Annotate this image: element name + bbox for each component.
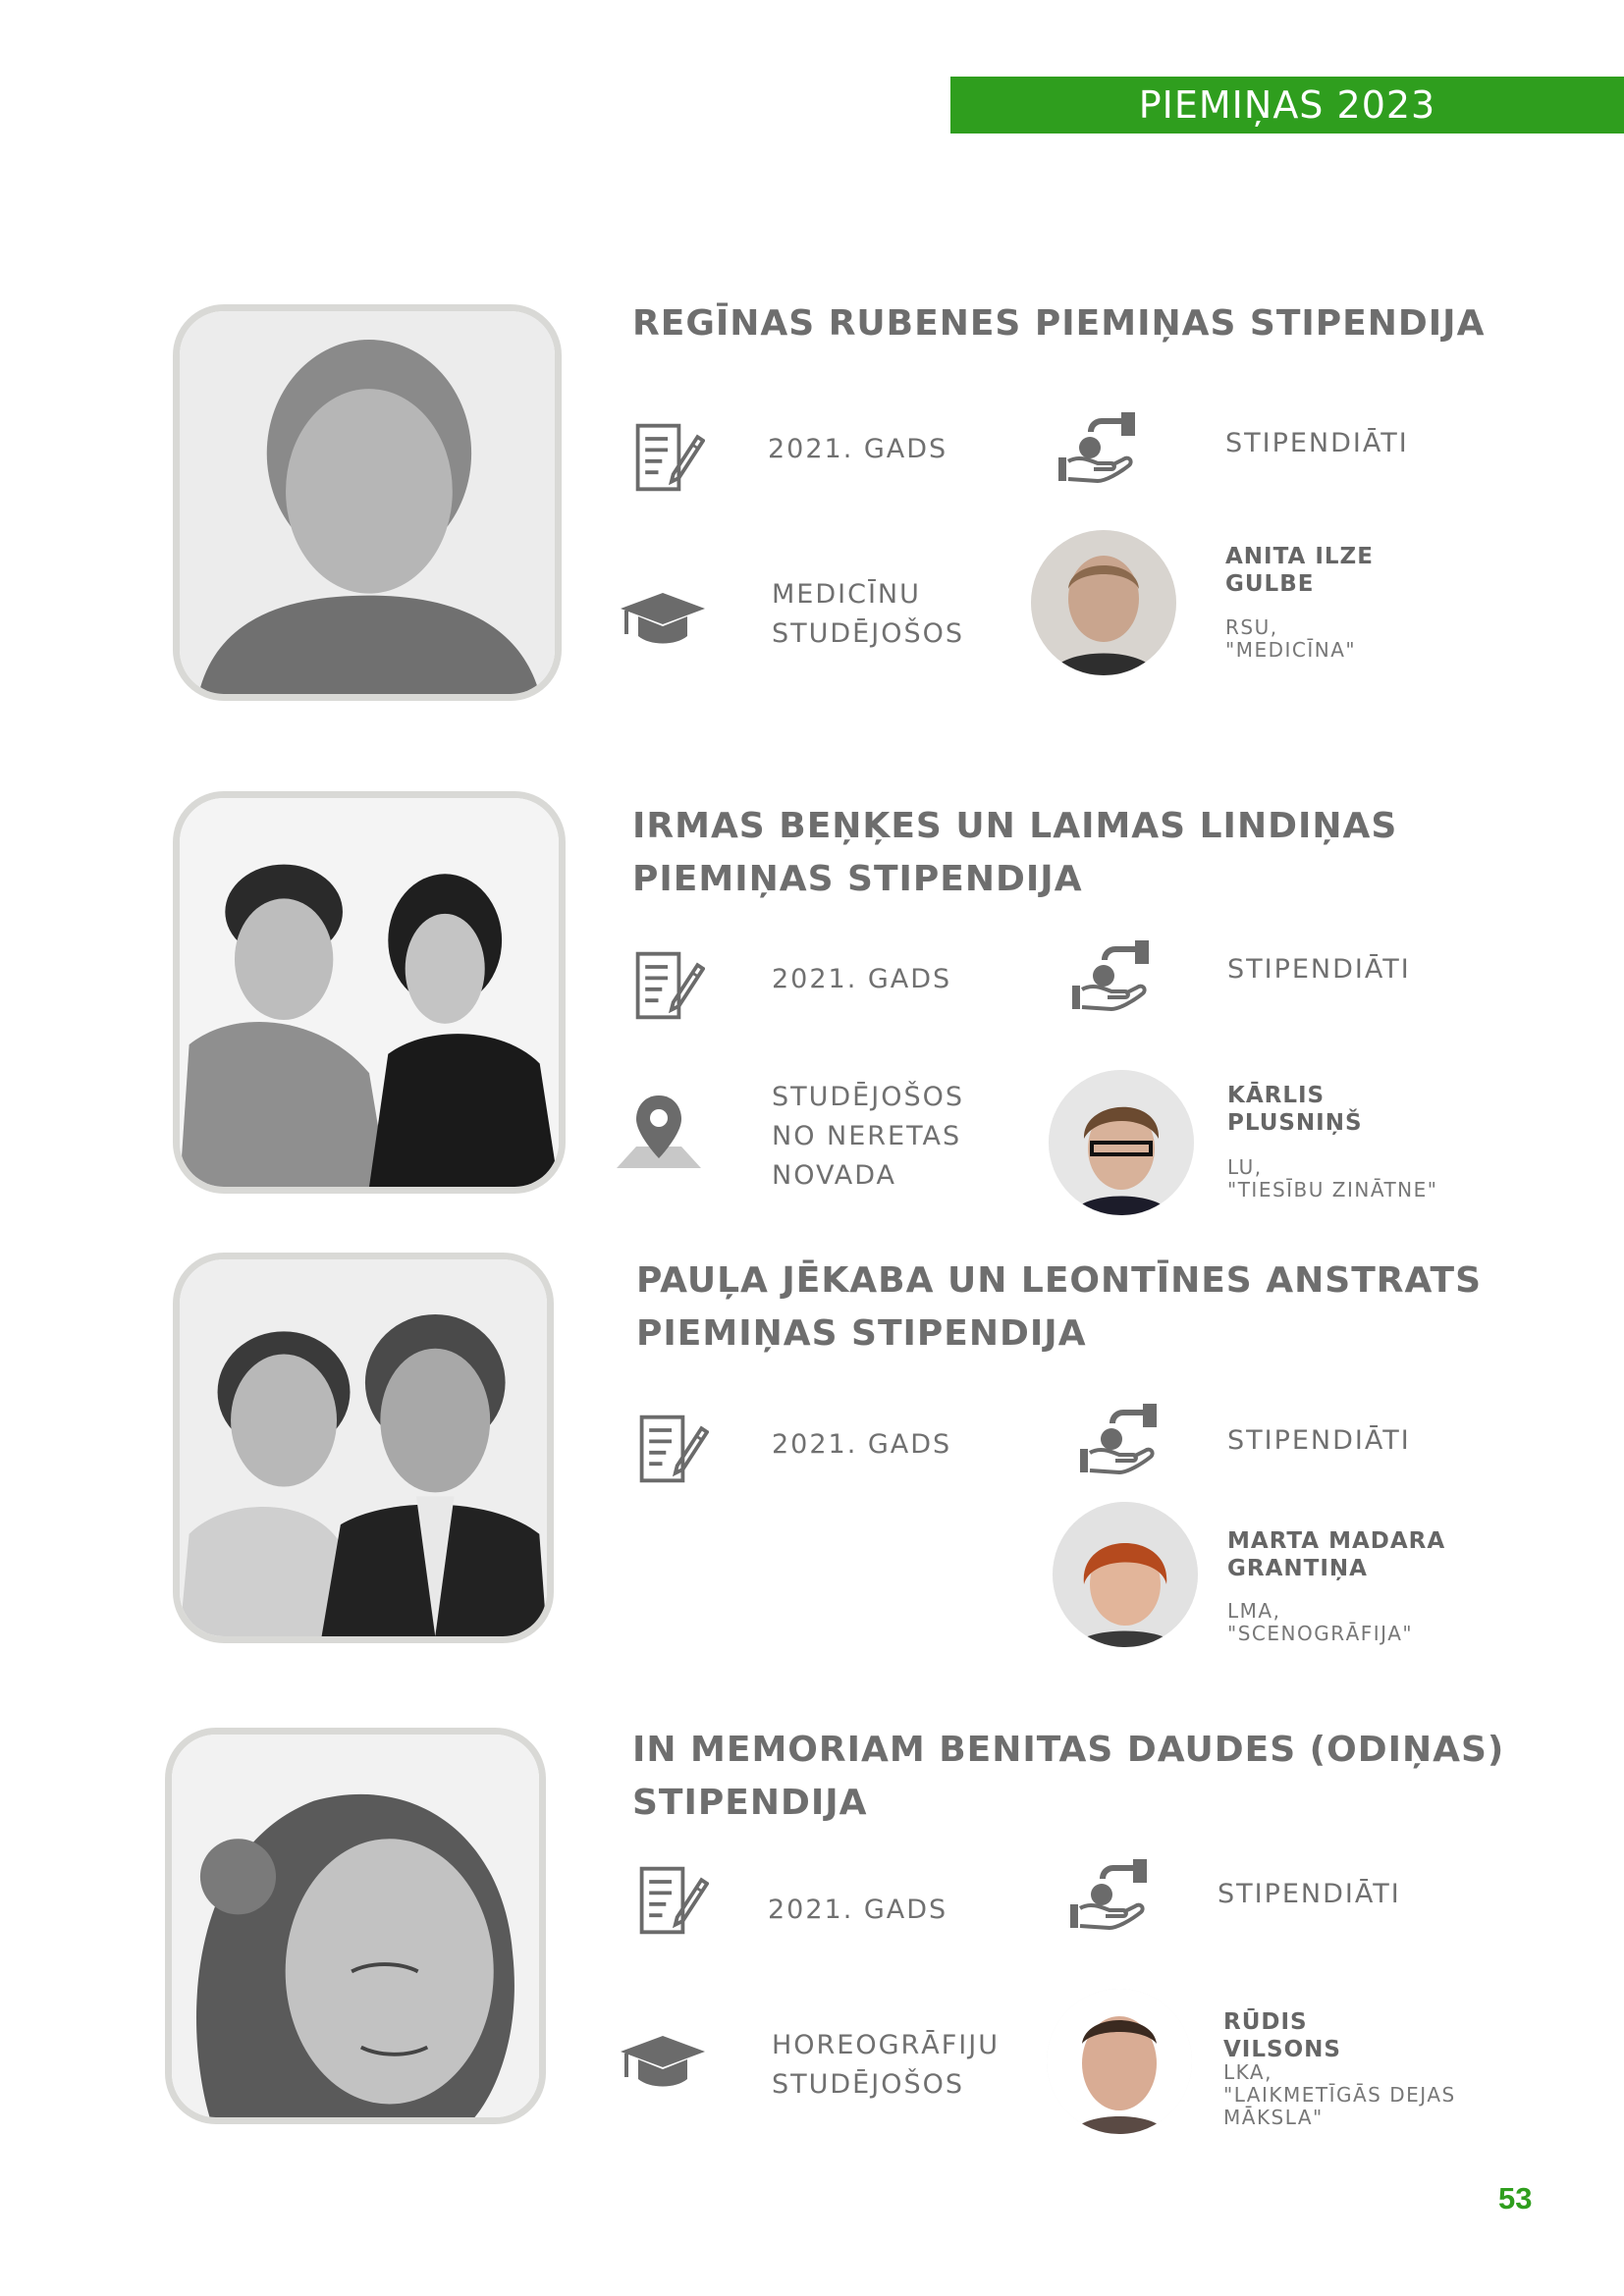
portrait-photo <box>165 1728 546 2124</box>
header-bar <box>950 77 1624 133</box>
section-title: PAUĻA JĒKABA UN LEONTĪNES ANSTRATS PIEMIŅAS STIPENDIJA <box>636 1260 1483 1354</box>
year-label: 2021. GADS <box>772 964 952 994</box>
section-title: IRMAS BEŅĶES UN LAIMAS LINDIŅAS PIEMIŅAS STIPENDIJA <box>632 806 1398 899</box>
section-title: REGĪNAS RUBENES PIEMIŅAS STIPENDIJA <box>632 303 1486 344</box>
recipient-avatar <box>1031 530 1176 675</box>
criteria-label: STUDĒJOŠOS NO NERETAS NOVADA <box>772 1082 964 1191</box>
recipient-avatar <box>1049 1070 1194 1215</box>
criteria-label: HOREOGRĀFIJU STUDĒJOŠOS <box>772 2030 1000 2100</box>
recipient-avatar <box>1053 1502 1198 1647</box>
year-label: 2021. GADS <box>768 434 948 464</box>
hand-coin-icon <box>1068 938 1157 1017</box>
section-title: IN MEMORIAM BENITAS DAUDES (ODIŅAS) STIPENDIJA <box>632 1730 1505 1823</box>
portrait-photo <box>173 304 562 701</box>
map-pin-icon <box>615 1090 703 1178</box>
portrait-photo <box>173 791 566 1194</box>
page-number: 53 <box>1498 2181 1533 2216</box>
hand-coin-icon <box>1066 1857 1155 1936</box>
recipient-name: KĀRLIS PLUSNIŅŠ <box>1227 1083 1363 1136</box>
document-icon <box>630 948 705 1023</box>
hand-coin-icon <box>1055 410 1143 489</box>
recipient-details: LKA, "LAIKMETĪGĀS DEJAS MĀKSLA" <box>1223 2060 1456 2129</box>
recipient-details: RSU, "MEDICĪNA" <box>1225 615 1357 662</box>
recipient-name: ANITA ILZE GULBE <box>1225 544 1374 597</box>
recipient-details: LU, "TIESĪBU ZINĀTNE" <box>1227 1155 1438 1201</box>
recipients-label: STIPENDIĀTI <box>1227 954 1411 985</box>
header-title: PIEMIŅAS 2023 <box>1138 83 1436 127</box>
graduation-cap-icon <box>619 589 707 648</box>
year-label: 2021. GADS <box>768 1895 948 1925</box>
document-icon <box>634 1863 709 1938</box>
criteria-label: MEDICĪNU STUDĒJOŠOS <box>772 579 964 649</box>
document-icon <box>630 420 705 495</box>
recipient-name: RŪDIS VILSONS <box>1223 2009 1341 2062</box>
recipient-name: MARTA MADARA GRANTIŅA <box>1227 1528 1446 1581</box>
recipients-label: STIPENDIĀTI <box>1227 1425 1411 1456</box>
graduation-cap-icon <box>619 2032 707 2091</box>
recipient-avatar <box>1047 1989 1192 2134</box>
recipients-label: STIPENDIĀTI <box>1225 428 1409 458</box>
hand-coin-icon <box>1076 1402 1164 1480</box>
document-icon <box>634 1412 709 1486</box>
portrait-photo <box>173 1253 554 1643</box>
year-label: 2021. GADS <box>772 1429 952 1460</box>
recipient-details: LMA, "SCENOGRĀFIJA" <box>1227 1599 1414 1645</box>
recipients-label: STIPENDIĀTI <box>1218 1879 1401 1909</box>
